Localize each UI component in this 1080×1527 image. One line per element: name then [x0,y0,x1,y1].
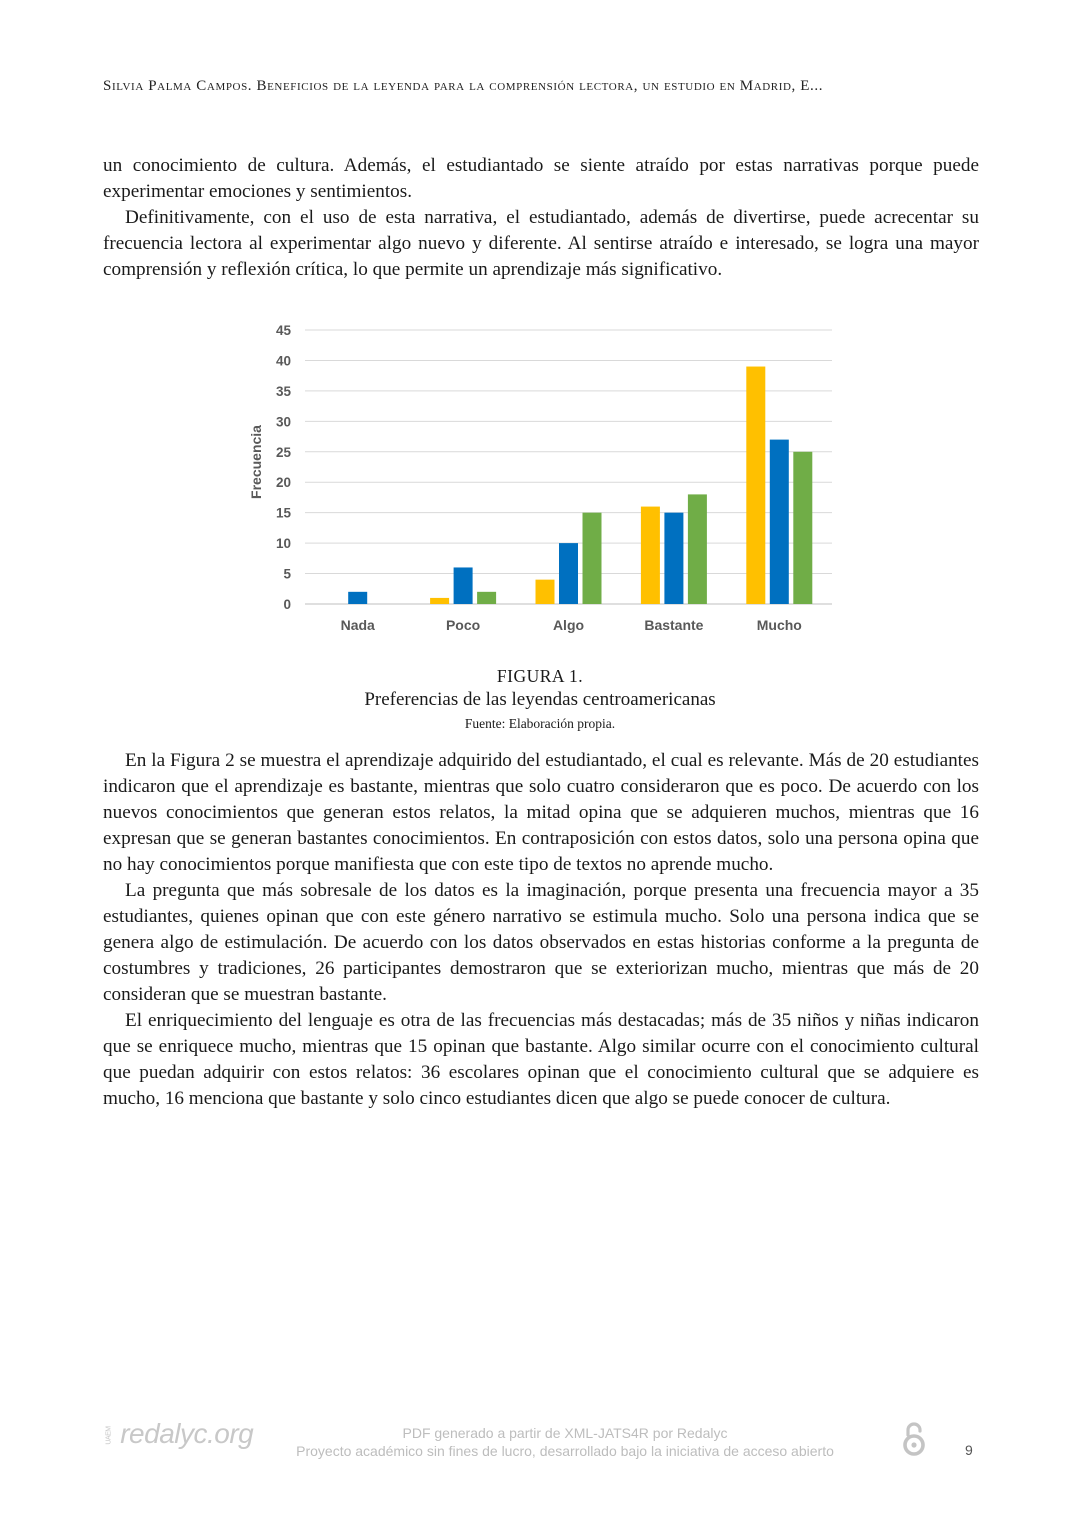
x-tick-label: Nada [340,617,375,633]
y-tick-labels [276,323,292,612]
bar [477,592,496,604]
bar [770,440,789,604]
bar [583,513,602,604]
y-tick-label: 10 [275,536,291,552]
bars [348,367,812,604]
x-tick-label: Algo [552,617,585,633]
x-tick-labels [341,617,802,633]
bar [641,507,660,604]
page-number: 9 [965,1442,973,1458]
bar [430,598,449,604]
bar [664,513,683,604]
y-tick-label: 30 [275,414,291,430]
bar [746,367,765,604]
y-tick-label: 45 [275,323,291,338]
x-tick-label: Poco [445,617,481,633]
footer-line-2: Proyecto académico sin fines de lucro, desarrollado bajo la iniciativa de acceso abierto [296,1443,834,1459]
y-tick-label: 35 [275,383,291,399]
paragraph: En la Figura 2 se muestra el aprendizaje adquirido del estudiantado, el cual es relevante. Más de 20 estudiantes indicaron que el aprendizaje es bastante, mientras que solo cuatro consideraron que es poco. De acuerdo con los nuevos conocimientos que generan estos relatos, la mitad opina que se adquieren muchos, mientras que 16 expresan que se generan bastantes conocimientos. En contraposición con estos datos, solo una persona opina que no hay conocimientos porque manifiesta que con este tipo de textos no aprende mucho. [103,750,979,875]
paragraph: El enriquecimiento del lenguaje es otra de las frecuencias más destacadas; más de 35 niños y niñas indicaron que se enriquece mucho, mientras que 15 opinan que bastante. Algo similar ocurre con el conocimiento cultural que puedan adquirir con estos relatos: 36 escolares opinan que el conocimiento cultural que se adquiere es mucho, 16 menciona que bastante y solo cinco estudiantes dicen que algo se puede conocer de cultura. [103,1010,979,1109]
paragraph: Definitivamente, con el uso de esta narrativa, el estudiantado, además de divertirse, puede acrecentar su frecuencia lectora al experimentar algo nuevo y diferente. Al sentirse atraído e interesado, se logra una mayor comprensión y reflexión crítica, lo que permite un aprendizaje más significativo. [103,207,979,280]
y-axis-label: Frecuencia [248,425,264,499]
redalyc-logo[interactable] [102,1418,253,1450]
bar [559,543,578,604]
x-tick-label: Mucho [756,617,802,633]
x-tick-label: Bastante [644,617,704,633]
paragraph: La pregunta que más sobresale de los datos es la imaginación, porque presenta una frecuencia mayor a 35 estudiantes, quienes opinan que con este género narrativo se estimula mucho. Solo una persona indica que se genera algo de estimulación. De acuerdo con los datos observados en estas historias conforme a la pregunta de costumbres y tradiciones, 26 participantes demostraron que se exteriorizan mucho, mientras que más de 20 consideran que se muestran bastante. [103,880,979,1005]
bar [688,494,707,604]
bar-chart [235,315,845,645]
figure-source: Fuente: Elaboración propia. [464,716,616,731]
y-tick-label: 20 [275,475,291,491]
bar [454,567,473,604]
bar [348,592,367,604]
paragraph: un conocimiento de cultura. Además, el estudiantado se siente atraído por estas narrativas porque puede experimentar emociones y sentimientos. [103,155,979,202]
y-tick-label: 0 [283,597,291,612]
footer-line-1: PDF generado a partir de XML-JATS4R por Redalyc [402,1425,728,1441]
body-text-top [103,153,979,283]
y-tick-label: 25 [275,444,291,460]
open-access-icon [901,1421,927,1457]
figure-label: FIGURA 1. [496,666,584,686]
y-tick-label: 5 [283,566,291,582]
redalyc-logo-text: redalyc.org [120,1418,254,1449]
footer-notice [250,1424,880,1460]
bar [793,452,812,604]
figure-title: Preferencias de las leyendas centroamericanas [364,689,716,710]
y-tick-label: 40 [275,353,291,369]
bar [536,580,555,604]
figure-1-chart [235,315,845,645]
uaem-mark: UAEM [105,1426,113,1445]
body-text-bottom [103,748,979,1112]
y-tick-label: 15 [275,505,291,521]
running-head: Silvia Palma Campos. Beneficios de la leyenda para la comprensión lectora, un estudio en Madrid, E... [103,78,824,94]
